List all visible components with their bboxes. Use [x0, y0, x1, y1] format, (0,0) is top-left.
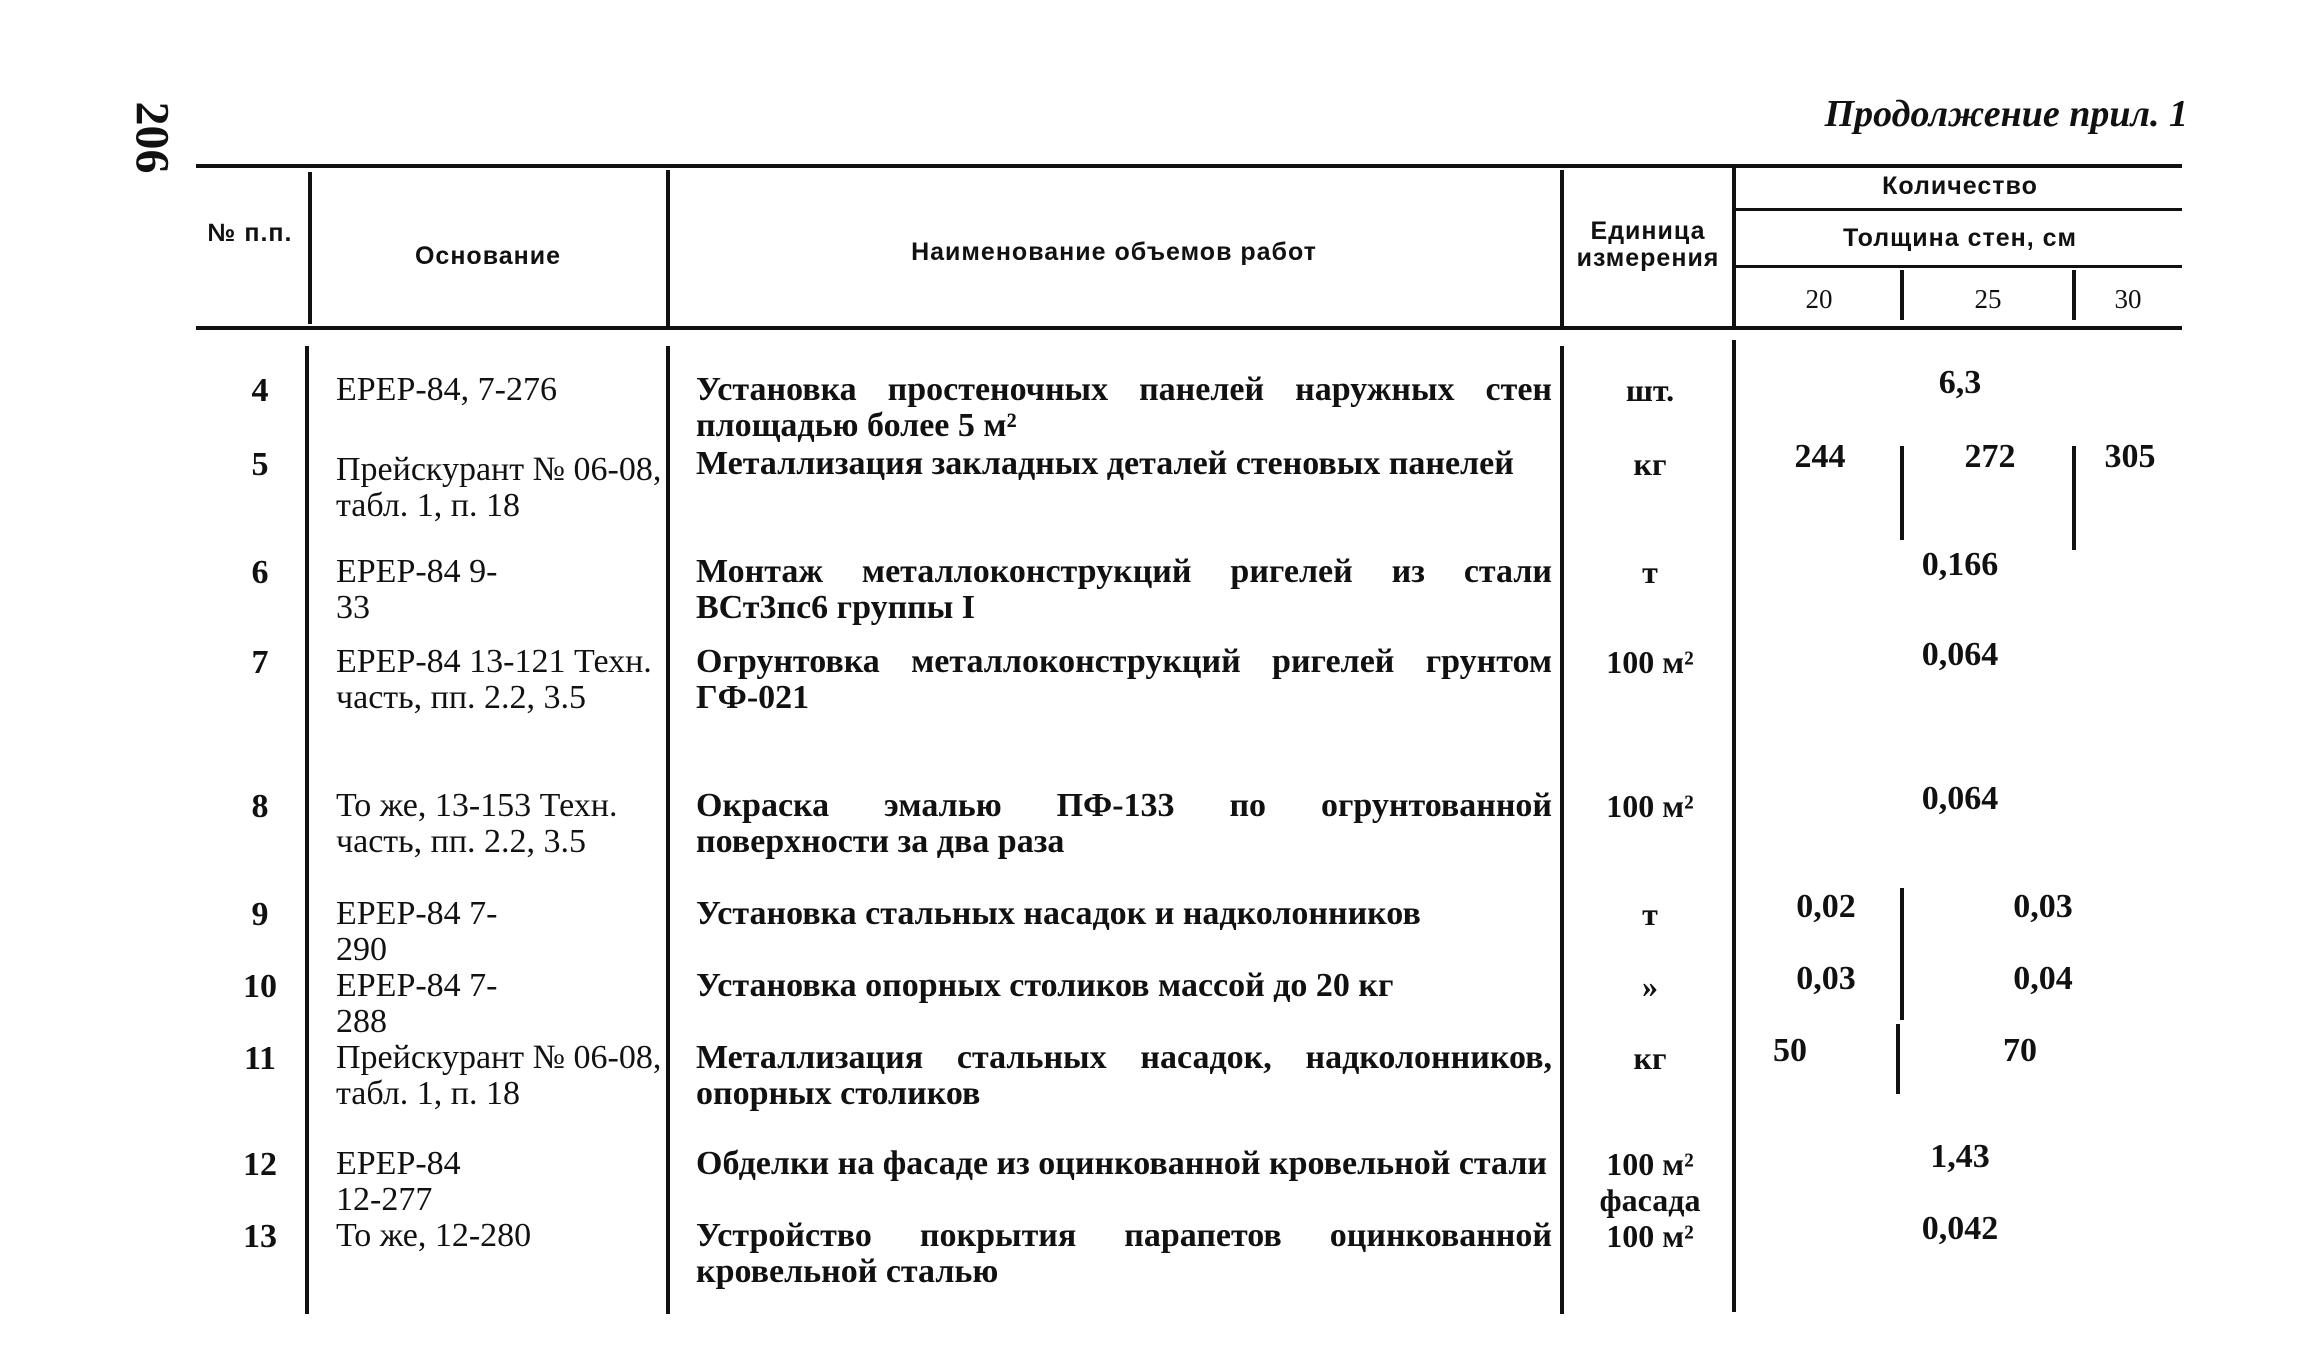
quantity-sub-rule [1736, 208, 2182, 211]
header-unit: Единица измерения [1576, 217, 1720, 272]
header-name: Наименование объемов работ [911, 238, 1317, 266]
row-number: 6 [251, 554, 269, 591]
row-basis: ЕРЕР-84 13-121 Техн. часть, пп. 2.2, 3.5 [336, 643, 652, 716]
row-basis: ЕРЕР-84 9-33 [336, 553, 498, 626]
sub-rule-25-30 [2072, 270, 2076, 320]
header-quantity: Количество [1882, 172, 2038, 200]
thickness-sub-rule [1736, 265, 2182, 268]
continuation-title: Продолжение прил. 1 [1824, 93, 2188, 135]
row-unit: кг [1633, 1040, 1667, 1076]
header-bottom-rule [196, 326, 2182, 330]
sub-rule-20-25 [1900, 270, 1904, 320]
row-name: Окраска эмалью ПФ-133 по огрунтованной поверхности за два раза [696, 787, 1552, 860]
row-unit: шт. [1625, 372, 1675, 408]
row-basis: ЕРЕР-84 12-277 [336, 1145, 461, 1218]
row-name: Устройство покрытия парапетов оцинкованной кровельной сталью [696, 1217, 1552, 1290]
row-quantity-20: 50 [1773, 1032, 1807, 1069]
row-unit: 100 м² [1606, 788, 1694, 824]
row-number: 13 [243, 1218, 277, 1255]
row5-divider-b [2072, 446, 2076, 550]
row-unit: т [1642, 554, 1658, 590]
col-rule-3 [1560, 170, 1564, 326]
row-name: Обделки на фасаде из оцинкованной кровельной стали [696, 1145, 1548, 1182]
row11-divider [1896, 1024, 1900, 1094]
header-thickness: Толщина стен, см [1842, 224, 2078, 252]
row-quantity-25: 272 [1964, 438, 2016, 475]
row-quantity-25-30: 70 [2003, 1032, 2037, 1069]
row-quantity-30: 305 [2104, 438, 2156, 475]
row-quantity-20: 0,03 [1796, 960, 1856, 997]
row-unit: 100 м² [1606, 1218, 1694, 1254]
col-rule-4b [1732, 340, 1736, 1312]
row-quantity: 0,042 [1921, 1210, 1999, 1247]
row-quantity: 0,064 [1921, 636, 1999, 673]
row-number: 11 [243, 1040, 277, 1077]
row-number: 5 [251, 446, 269, 483]
row-number: 7 [251, 644, 269, 681]
page-number: 206 [125, 101, 179, 174]
row-basis: ЕРЕР-84 7-290 [336, 895, 498, 968]
col-rule-2b [666, 346, 670, 1314]
header-basis: Основание [414, 242, 562, 270]
row-quantity-25-30: 0,04 [2013, 960, 2073, 997]
row-basis: То же, 12-280 [336, 1217, 532, 1254]
row-quantity: 6,3 [1938, 364, 1982, 401]
row-number: 4 [251, 372, 269, 409]
row5-divider-a [1900, 446, 1904, 540]
row-unit: » [1642, 968, 1658, 1004]
col-rule-3b [1560, 346, 1564, 1314]
row-number: 9 [251, 896, 269, 933]
row-unit: 100 м² фасада [1599, 1146, 1701, 1218]
row-basis: ЕРЕР-84 7-288 [336, 967, 498, 1040]
row-quantity: 0,166 [1921, 546, 1999, 583]
row-unit: 100 м² [1606, 644, 1694, 680]
row-unit: кг [1633, 446, 1667, 482]
row-basis: ЕРЕР-84, 7-276 [336, 371, 557, 408]
table-top-rule [196, 164, 2182, 168]
row-quantity-20: 244 [1794, 438, 1846, 475]
row-basis: Прейскурант № 06-08, табл. 1, п. 18 [336, 451, 662, 524]
row-number: 12 [243, 1146, 277, 1183]
row-basis: То же, 13-153 Техн. часть, пп. 2.2, 3.5 [336, 787, 618, 860]
row-quantity: 0,064 [1921, 780, 1999, 817]
row-name: Огрунтовка металлоконструкций ригелей грунтом ГФ-021 [696, 643, 1552, 716]
row-name: Металлизация стальных насадок, надколонников, опорных столиков [696, 1039, 1552, 1112]
header-thickness-30: 30 [2114, 284, 2142, 314]
row-name: Установка простеночных панелей наружных стен площадью более 5 м² [696, 371, 1552, 444]
row-name: Установка стальных насадок и надколонников [696, 895, 1421, 932]
row-quantity-20: 0,02 [1796, 888, 1856, 925]
row-quantity: 1,43 [1930, 1138, 1990, 1175]
row-name: Металлизация закладных деталей стеновых панелей [696, 445, 1514, 482]
row-quantity-25-30: 0,03 [2013, 888, 2073, 925]
row-number: 10 [243, 968, 277, 1005]
row-unit: т [1642, 896, 1658, 932]
header-thickness-20: 20 [1805, 284, 1833, 314]
row-name: Монтаж металлоконструкций ригелей из стали ВСт3пс6 группы I [696, 553, 1552, 626]
row9-10-divider [1900, 888, 1904, 1020]
header-thickness-25: 25 [1974, 284, 2002, 314]
row-name: Установка опорных столиков массой до 20 кг [696, 967, 1394, 1004]
row-number: 8 [251, 788, 269, 825]
row-basis: Прейскурант № 06-08, табл. 1, п. 18 [336, 1039, 662, 1112]
header-num: № п.п. [207, 219, 293, 247]
col-rule-4 [1732, 168, 1736, 326]
